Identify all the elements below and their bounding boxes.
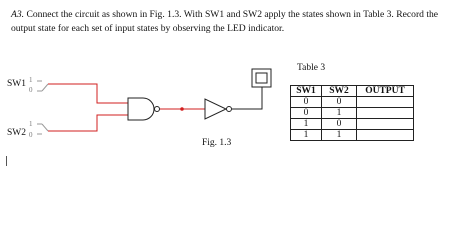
table-caption: Table 3 — [297, 63, 326, 73]
cell-output[interactable] — [357, 108, 414, 119]
header-sw1: SW1 — [291, 86, 322, 97]
cell-sw1: 0 — [291, 97, 322, 108]
sw2-high-label: 1 — [29, 120, 33, 128]
header-sw2: SW2 — [322, 86, 357, 97]
junction-dot — [180, 107, 184, 111]
output-wire — [232, 87, 262, 109]
cell-sw1: 0 — [291, 108, 322, 119]
table-row — [291, 130, 414, 141]
sw2-low-label: 0 — [29, 131, 33, 139]
figure-caption: Fig. 1.3 — [202, 138, 232, 148]
sw2-switch — [37, 124, 48, 134]
cell-output[interactable] — [357, 97, 414, 108]
table-row — [291, 119, 414, 130]
cell-sw1: 1 — [291, 130, 322, 141]
cell-sw2: 1 — [322, 108, 357, 119]
sw2-wire — [48, 115, 128, 131]
sw1-high-label: 1 — [29, 76, 33, 84]
cell-output[interactable] — [357, 130, 414, 141]
sw2-label: SW2 — [7, 128, 26, 138]
nand-gate — [128, 98, 160, 120]
sw1-label: SW1 — [7, 79, 26, 89]
truth-table — [290, 85, 414, 141]
table-row — [291, 97, 414, 108]
sw1-switch — [37, 81, 48, 91]
question-number: A3. — [11, 9, 25, 20]
cell-sw2: 0 — [322, 119, 357, 130]
cell-sw2: 1 — [322, 130, 357, 141]
inverter-gate — [205, 99, 232, 119]
cell-sw1: 1 — [291, 119, 322, 130]
sw1-wire — [48, 84, 128, 103]
cell-output[interactable] — [357, 119, 414, 130]
text-cursor — [6, 156, 7, 166]
table-row — [291, 108, 414, 119]
cell-sw2: 0 — [322, 97, 357, 108]
instructions-text: Connect the circuit as shown in Fig. 1.3. With SW1 and SW2 apply the states shown in Table 3. Record the output state for each set of input states by observing the LED indicator. — [11, 9, 439, 34]
led-indicator — [252, 69, 271, 87]
table-header-row — [291, 86, 414, 97]
header-output: OUTPUT — [357, 86, 414, 97]
sw1-low-label: 0 — [29, 86, 33, 94]
